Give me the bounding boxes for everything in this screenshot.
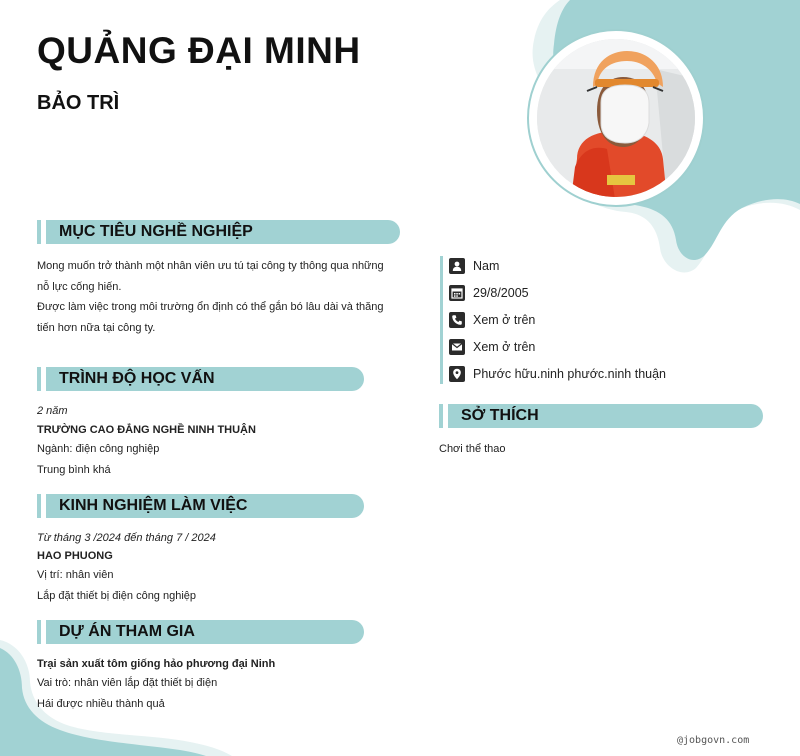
info-email <box>449 337 535 357</box>
section-title-experience: KINH NGHIỆM LÀM VIỆC <box>46 494 364 518</box>
hobbies-text: Chơi thể thao <box>439 443 506 455</box>
objective-line: Mong muốn trở thành một nhân viên ưu tú tại công ty thông qua những <box>37 260 384 272</box>
objective-text <box>37 256 397 338</box>
phone-icon <box>449 312 465 328</box>
info-phone <box>449 310 535 330</box>
objective-line: Được làm việc trong môi trường ổn định có thể gắn bó lâu dài và thăng <box>37 301 384 313</box>
section-title-objective: MỤC TIÊU NGHỀ NGHIỆP <box>46 220 400 244</box>
person-icon <box>449 258 465 274</box>
section-header-projects <box>37 620 364 644</box>
info-address <box>449 364 666 384</box>
education-grade: Trung bình khá <box>37 464 111 476</box>
experience-period: Từ tháng 3 /2024 đến tháng 7 / 2024 <box>37 532 216 544</box>
objective-line: nỗ lực cống hiến. <box>37 280 122 293</box>
section-header-objective <box>37 220 400 244</box>
project-result: Hái được nhiều thành quả <box>37 698 165 710</box>
avatar-frame <box>527 29 705 207</box>
calendar-icon <box>449 285 465 301</box>
info-gender <box>449 256 499 276</box>
experience-company: HAO PHUONG <box>37 550 113 562</box>
email-value: Xem ở trên <box>473 340 536 354</box>
info-divider <box>440 256 443 384</box>
candidate-role: BẢO TRÌ <box>37 92 120 114</box>
candidate-name: QUẢNG ĐẠI MINH <box>37 30 361 71</box>
section-header-experience <box>37 494 364 518</box>
section-title-education: TRÌNH ĐỘ HỌC VẤN <box>46 367 364 391</box>
address-value: Phước hữu.ninh phước.ninh thuận <box>473 367 667 381</box>
project-role: Vai trò: nhân viên lắp đặt thiết bị điện <box>37 677 218 689</box>
education-major: Ngành: điện công nghiệp <box>37 443 160 455</box>
education-school: TRƯỜNG CAO ĐẲNG NGHỀ NINH THUẬN <box>37 424 256 436</box>
section-header-hobbies <box>439 404 763 428</box>
email-icon <box>449 339 465 355</box>
birthday-value: 29/8/2005 <box>473 286 529 300</box>
gender-value: Nam <box>473 259 500 273</box>
experience-description: Lắp đặt thiết bị điện công nghiệp <box>37 590 197 602</box>
objective-line: tiến hơn nữa tại công ty. <box>37 321 156 334</box>
section-header-education <box>37 367 364 391</box>
avatar <box>537 39 695 197</box>
phone-value: Xem ở trên <box>473 313 536 327</box>
watermark: @jobgovn.com <box>677 735 750 746</box>
education-duration: 2 năm <box>37 405 68 417</box>
location-icon <box>449 366 465 382</box>
section-title-hobbies: SỞ THÍCH <box>448 404 763 428</box>
project-name: Trại sản xuất tôm giống hảo phương đại Ninh <box>37 658 276 670</box>
info-birthday <box>449 283 529 303</box>
experience-position: Vị trí: nhân viên <box>37 569 114 581</box>
section-title-projects: DỰ ÁN THAM GIA <box>46 620 364 644</box>
